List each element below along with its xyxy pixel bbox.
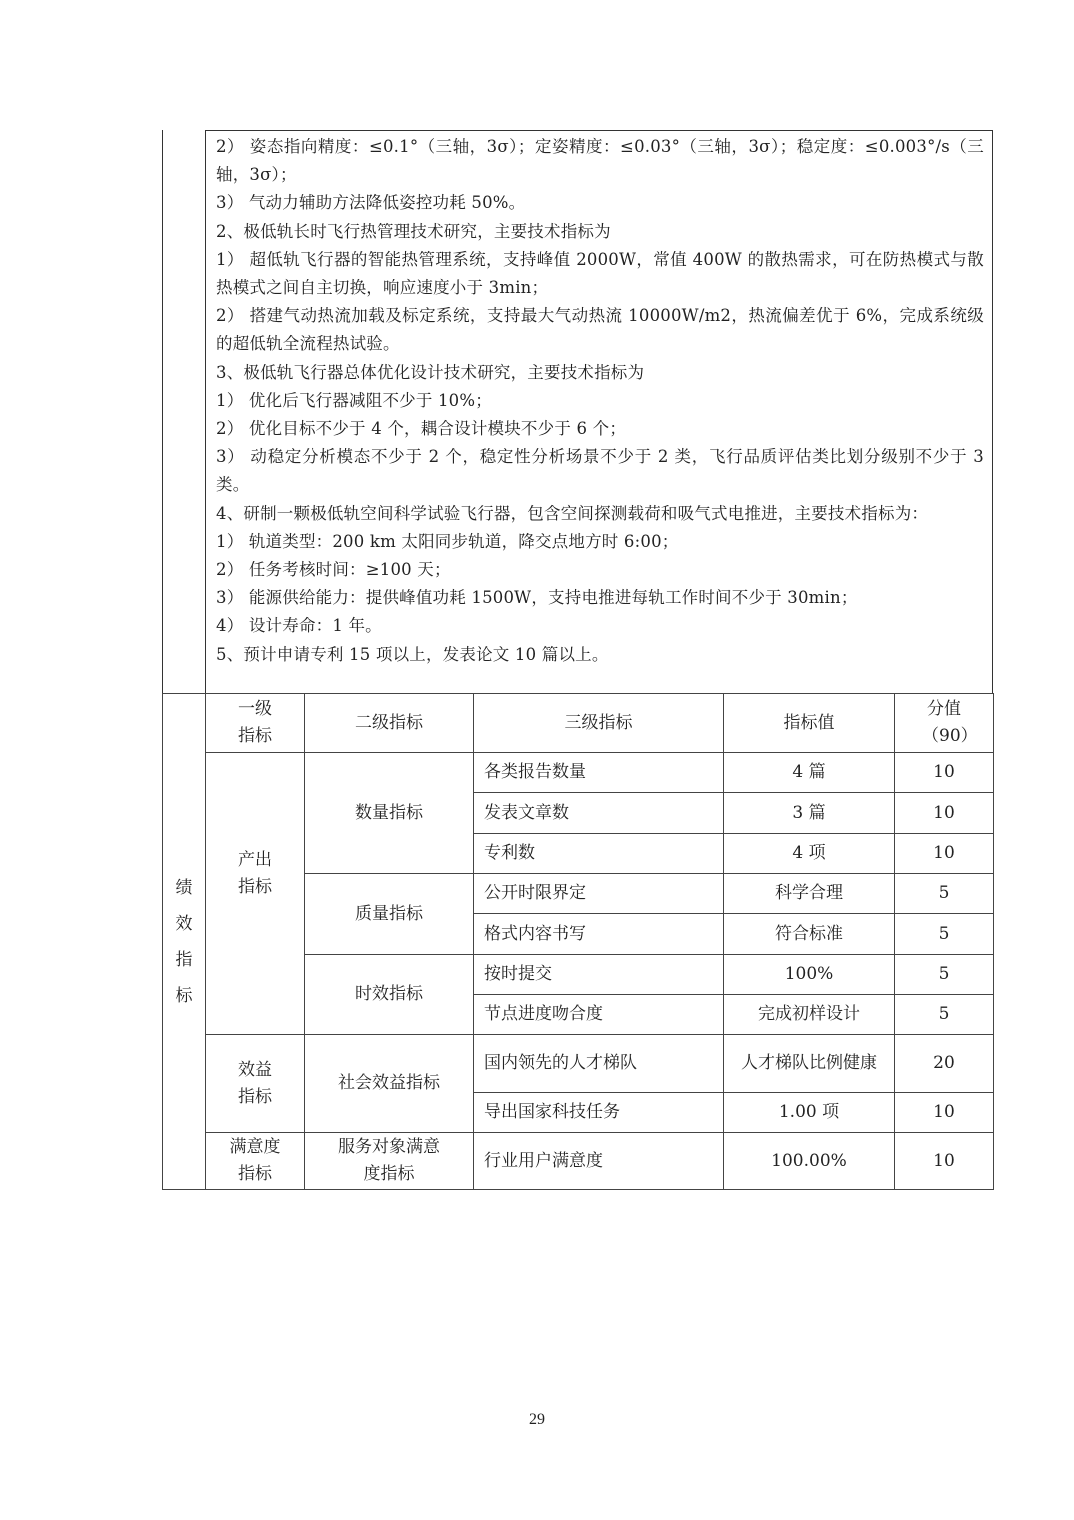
text-line: 3、极低轨飞行器总体优化设计技术研究，主要技术指标为 (216, 362, 645, 382)
text-line: 3） 气动力辅助方法降低姿控功耗 50%。 (216, 193, 526, 213)
value-cell: 100% (724, 955, 895, 995)
text-line: 4、研制一颗极低轨空间科学试验飞行器，包含空间探测载荷和吸气式电推进，主要技术指标为： (216, 503, 929, 523)
text-line: 1） 轨道类型：200 km 太阳同步轨道，降交点地方时 6:00； (216, 531, 679, 551)
header-level3: 三级指标 (474, 694, 724, 753)
level3-cell: 发表文章数 (474, 793, 724, 834)
level3-cell: 节点进度吻合度 (474, 995, 724, 1035)
score-cell: 10 (895, 834, 994, 874)
level1-benefit: 效益指标 (206, 1035, 305, 1133)
left-continuation-column (162, 130, 205, 693)
text-line: 1） 优化后飞行器减阻不少于 10%； (216, 390, 492, 410)
level3-cell: 按时提交 (474, 955, 724, 995)
header-score: 分值（90） (895, 694, 994, 753)
section-label: 绩效指标 (175, 877, 193, 1006)
value-cell: 4 项 (724, 834, 895, 874)
value-cell: 完成初样设计 (724, 995, 895, 1035)
score-cell: 5 (895, 914, 994, 955)
score-cell: 5 (895, 874, 994, 914)
score-cell: 10 (895, 753, 994, 793)
performance-indicators-table (162, 693, 994, 1190)
level3-cell: 行业用户满意度 (474, 1133, 724, 1190)
level3-cell: 专利数 (474, 834, 724, 874)
value-cell: 4 篇 (724, 753, 895, 793)
table-row (163, 753, 994, 793)
text-line: 2） 姿态指向精度：≤0.1°（三轴，3σ）；定姿精度：≤0.03°（三轴，3σ）；稳定度：≤0.003°/s（三轴，3σ）； (216, 137, 984, 185)
table-row (163, 1035, 994, 1093)
technical-indicators-text (205, 130, 993, 693)
text-line: 5、预计申请专利 15 项以上，发表论文 10 篇以上。 (216, 644, 609, 664)
level1-output: 产出指标 (206, 753, 305, 1035)
score-cell: 20 (895, 1035, 994, 1093)
level1-satisfaction: 满意度指标 (206, 1133, 305, 1190)
text-line: 2、极低轨长时飞行热管理技术研究，主要技术指标为 (216, 221, 611, 241)
table-row (163, 1133, 994, 1190)
level3-cell: 公开时限界定 (474, 874, 724, 914)
score-cell: 10 (895, 793, 994, 834)
level2-social-benefit: 社会效益指标 (305, 1035, 474, 1133)
text-line: 4） 设计寿命：1 年。 (216, 616, 382, 636)
value-cell: 人才梯队比例健康 (724, 1035, 895, 1093)
text-line: 1） 超低轨飞行器的智能热管理系统，支持峰值 2000W，常值 400W 的散热需求，可在防热模式与散热模式之间自主切换，响应速度小于 3min； (216, 249, 984, 298)
score-cell: 5 (895, 955, 994, 995)
header-level1: 一级指标 (206, 694, 305, 753)
score-cell: 10 (895, 1133, 994, 1190)
value-cell: 1.00 项 (724, 1093, 895, 1133)
level3-cell: 导出国家科技任务 (474, 1093, 724, 1133)
page-number: 29 (529, 1411, 545, 1428)
level3-cell: 各类报告数量 (474, 753, 724, 793)
section-label-cell (163, 694, 206, 1190)
text-line: 2） 搭建气动热流加载及标定系统，支持最大气动热流 10000W/m2，热流偏差优于 6%，完成系统级的超低轨全流程热试验。 (216, 306, 984, 354)
value-cell: 符合标准 (724, 914, 895, 955)
level2-timeliness: 时效指标 (305, 955, 474, 1035)
score-cell: 5 (895, 995, 994, 1035)
text-line: 3） 动稳定分析模态不少于 2 个，稳定性分析场景不少于 2 类，飞行品质评估类比划分级别不少于 3 类。 (216, 447, 984, 495)
text-line: 2） 任务考核时间：≥100 天； (216, 560, 451, 580)
header-value: 指标值 (724, 694, 895, 753)
text-line: 3） 能源供给能力：提供峰值功耗 1500W，支持电推进每轨工作时间不少于 30min； (216, 588, 858, 608)
value-cell: 3 篇 (724, 793, 895, 834)
value-cell: 100.00% (724, 1133, 895, 1190)
level2-service-satisfaction: 服务对象满意度指标 (305, 1133, 474, 1190)
level2-quality: 质量指标 (305, 874, 474, 955)
header-level2: 二级指标 (305, 694, 474, 753)
level3-cell: 格式内容书写 (474, 914, 724, 955)
level3-cell: 国内领先的人才梯队 (474, 1035, 724, 1093)
text-line: 2） 优化目标不少于 4 个，耦合设计模块不少于 6 个； (216, 419, 627, 439)
level2-quantity: 数量指标 (305, 753, 474, 874)
score-cell: 10 (895, 1093, 994, 1133)
value-cell: 科学合理 (724, 874, 895, 914)
table-header-row (163, 694, 994, 753)
